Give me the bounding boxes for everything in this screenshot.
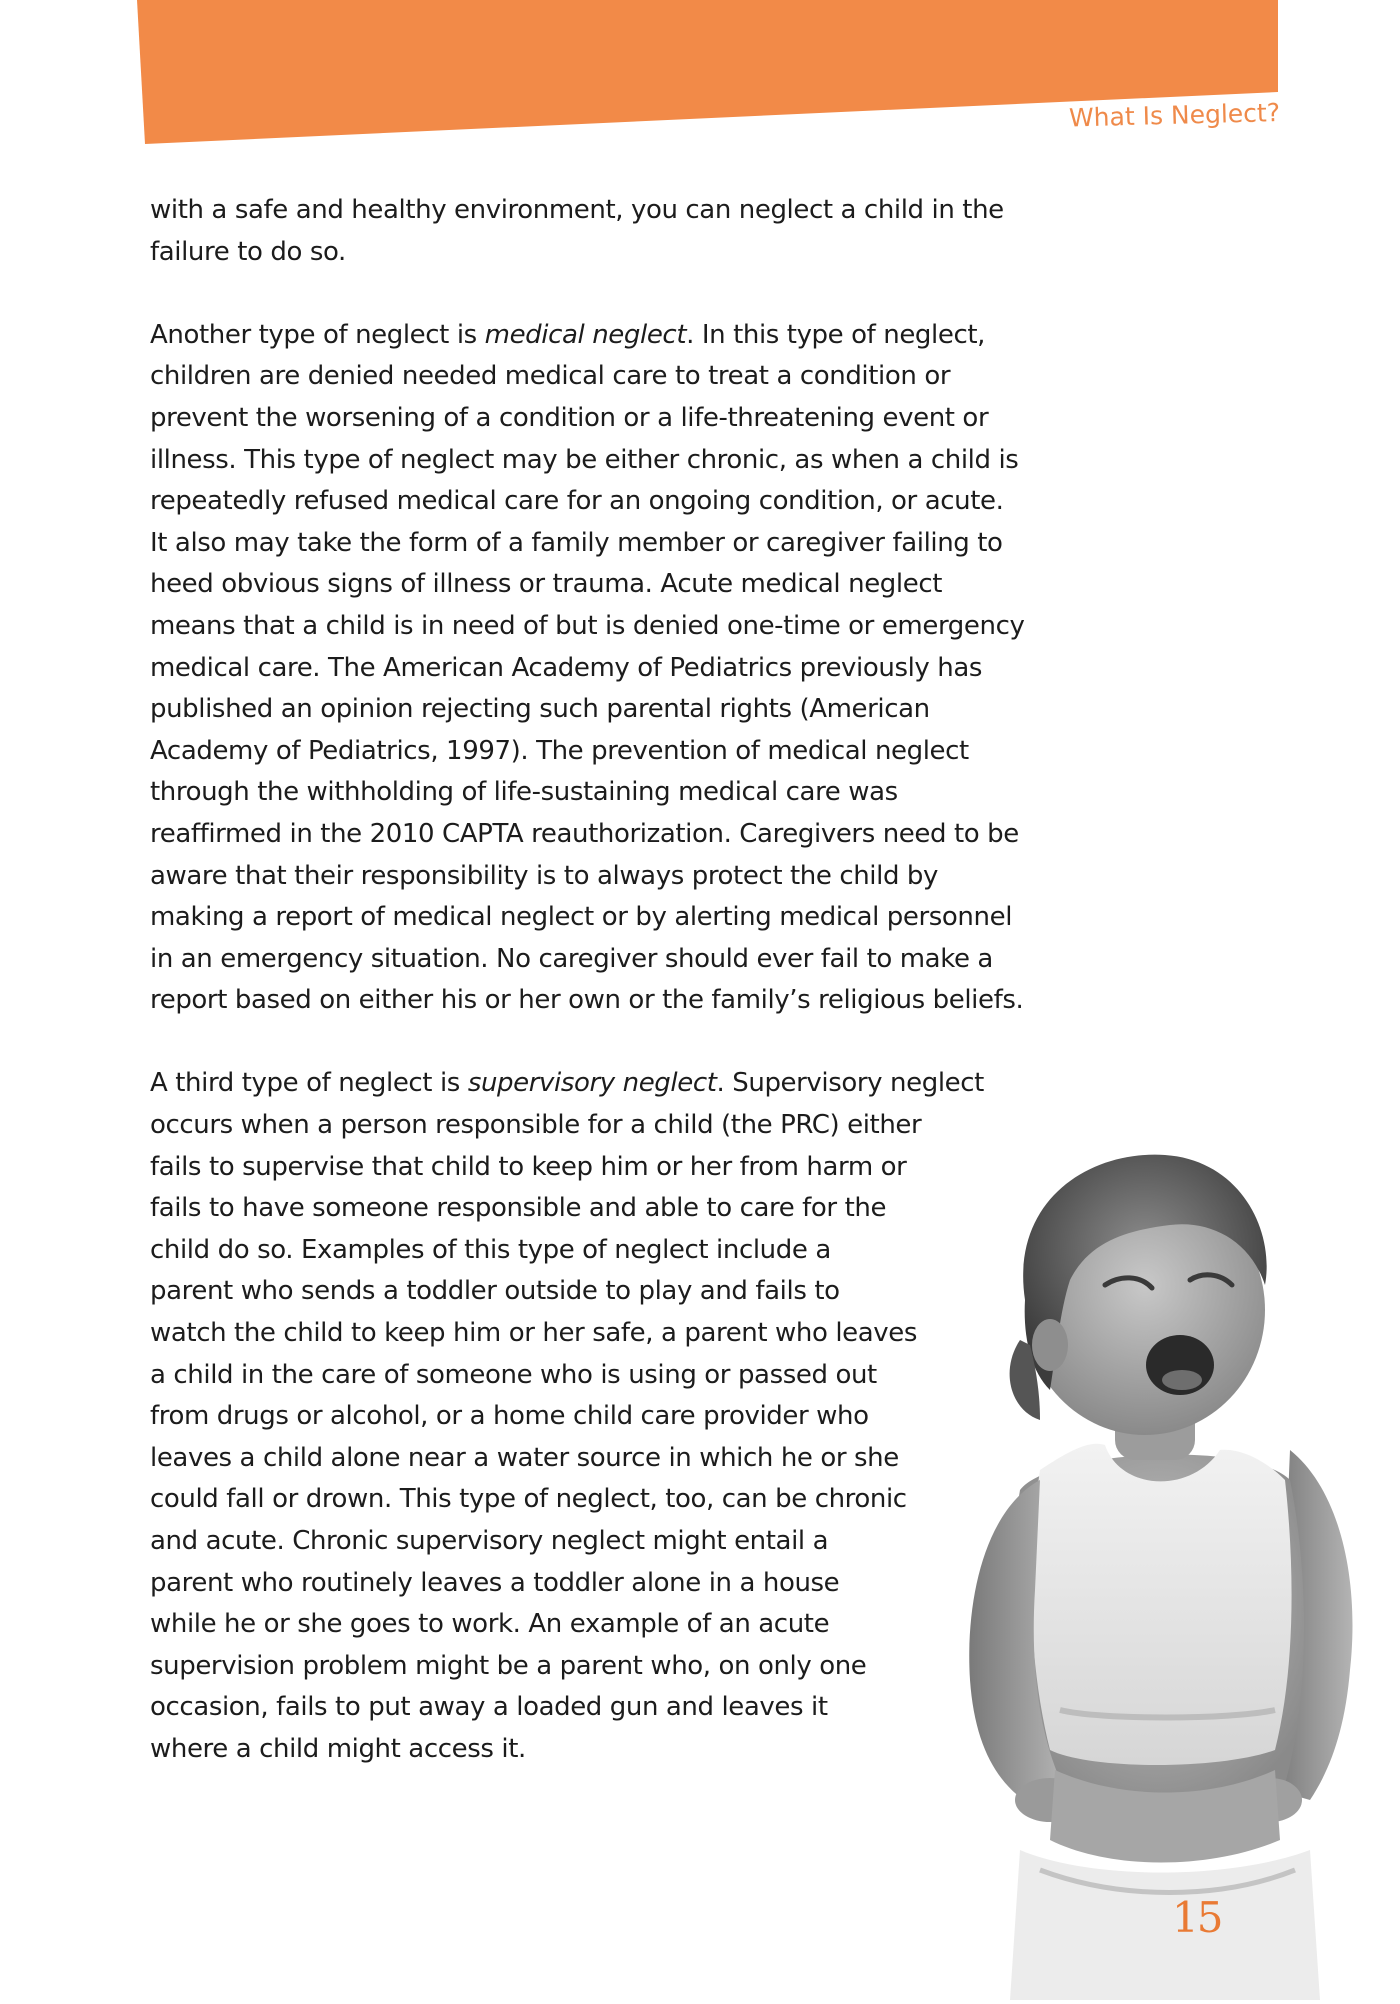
crying-toddler-photo bbox=[890, 1110, 1400, 2000]
paragraph-medical-neglect bbox=[150, 315, 1025, 1022]
text-line: from drugs or alcohol, or a home child care provider who bbox=[150, 1401, 869, 1432]
text-line: Academy of Pediatrics, 1997). The prevention of medical neglect bbox=[150, 735, 969, 766]
text-line: reaffirmed in the 2010 CAPTA reauthorization. Caregivers need to be bbox=[150, 818, 1019, 849]
text-line: illness. This type of neglect may be either chronic, as when a child is bbox=[150, 444, 1019, 475]
term-medical-neglect: medical neglect bbox=[484, 319, 687, 350]
page-number: 15 bbox=[1172, 1893, 1222, 1942]
text-line: published an opinion rejecting such parental rights (American bbox=[150, 694, 930, 725]
text-run: . In this type of neglect, bbox=[686, 319, 985, 350]
text-line: heed obvious signs of illness or trauma. Acute medical neglect bbox=[150, 569, 943, 600]
text-line: parent who sends a toddler outside to play and fails to bbox=[150, 1276, 840, 1307]
toddler-ear bbox=[1032, 1319, 1068, 1371]
text-line: in an emergency situation. No caregiver should ever fail to make a bbox=[150, 943, 993, 974]
toddler-diaper bbox=[1010, 1850, 1320, 2000]
text-line: leaves a child alone near a water source in which he or she bbox=[150, 1442, 899, 1473]
text-line: child do so. Examples of this type of neglect include a bbox=[150, 1234, 831, 1265]
toddler-tongue bbox=[1162, 1370, 1202, 1390]
text-line: with a safe and healthy environment, you can neglect a child in the bbox=[150, 195, 1004, 225]
text-line: means that a child is in need of but is denied one-time or emergency bbox=[150, 610, 1025, 641]
term-supervisory-neglect: supervisory neglect bbox=[467, 1068, 717, 1099]
text-line: while he or she goes to work. An example of an acute bbox=[150, 1609, 830, 1640]
article-body bbox=[150, 190, 1025, 1812]
text-line: watch the child to keep him or her safe, a parent who leaves bbox=[150, 1318, 918, 1349]
text-line: a child in the care of someone who is using or passed out bbox=[150, 1359, 877, 1390]
paragraph-supervisory-neglect bbox=[150, 1063, 984, 1770]
text-line: aware that their responsibility is to always protect the child by bbox=[150, 860, 938, 891]
crying-toddler-illustration bbox=[890, 1110, 1400, 2000]
text-line: through the withholding of life-sustaining medical care was bbox=[150, 777, 898, 808]
text-run: Another type of neglect is bbox=[150, 319, 485, 350]
text-line: occasion, fails to put away a loaded gun and leaves it bbox=[150, 1692, 828, 1723]
text-line: failure to do so. bbox=[150, 236, 346, 267]
text-line bbox=[150, 1063, 984, 1105]
text-line: where a child might access it. bbox=[150, 1733, 526, 1764]
text-line: report based on either his or her own or the family’s religious beliefs. bbox=[150, 985, 1024, 1016]
text-line: making a report of medical neglect or by alerting medical personnel bbox=[150, 902, 1013, 933]
text-line: occurs when a person responsible for a child (the PRC) either bbox=[150, 1110, 922, 1141]
text-line: could fall or drown. This type of neglect, too, can be chronic bbox=[150, 1484, 907, 1515]
text-line: medical care. The American Academy of Pediatrics previously has bbox=[150, 652, 983, 683]
text-line: repeatedly refused medical care for an ongoing condition, or acute. bbox=[150, 486, 1004, 517]
text-line: It also may take the form of a family member or caregiver failing to bbox=[150, 527, 1003, 558]
text-line bbox=[150, 315, 1010, 357]
text-run: A third type of neglect is bbox=[150, 1068, 468, 1099]
text-line: parent who routinely leaves a toddler alone in a house bbox=[150, 1567, 840, 1598]
text-line: children are denied needed medical care to treat a condition or bbox=[150, 361, 951, 392]
text-line: prevent the worsening of a condition or a life-threatening event or bbox=[150, 402, 989, 433]
section-title: What Is Neglect? bbox=[1068, 98, 1281, 133]
text-line: and acute. Chronic supervisory neglect might entail a bbox=[150, 1526, 829, 1556]
paragraph-environment bbox=[150, 190, 1010, 273]
text-run: . Supervisory neglect bbox=[716, 1068, 984, 1099]
text-line: supervision problem might be a parent who, on only one bbox=[150, 1650, 867, 1681]
text-line: fails to supervise that child to keep him or her from harm or bbox=[150, 1151, 907, 1182]
text-line: fails to have someone responsible and able to care for the bbox=[150, 1193, 887, 1224]
